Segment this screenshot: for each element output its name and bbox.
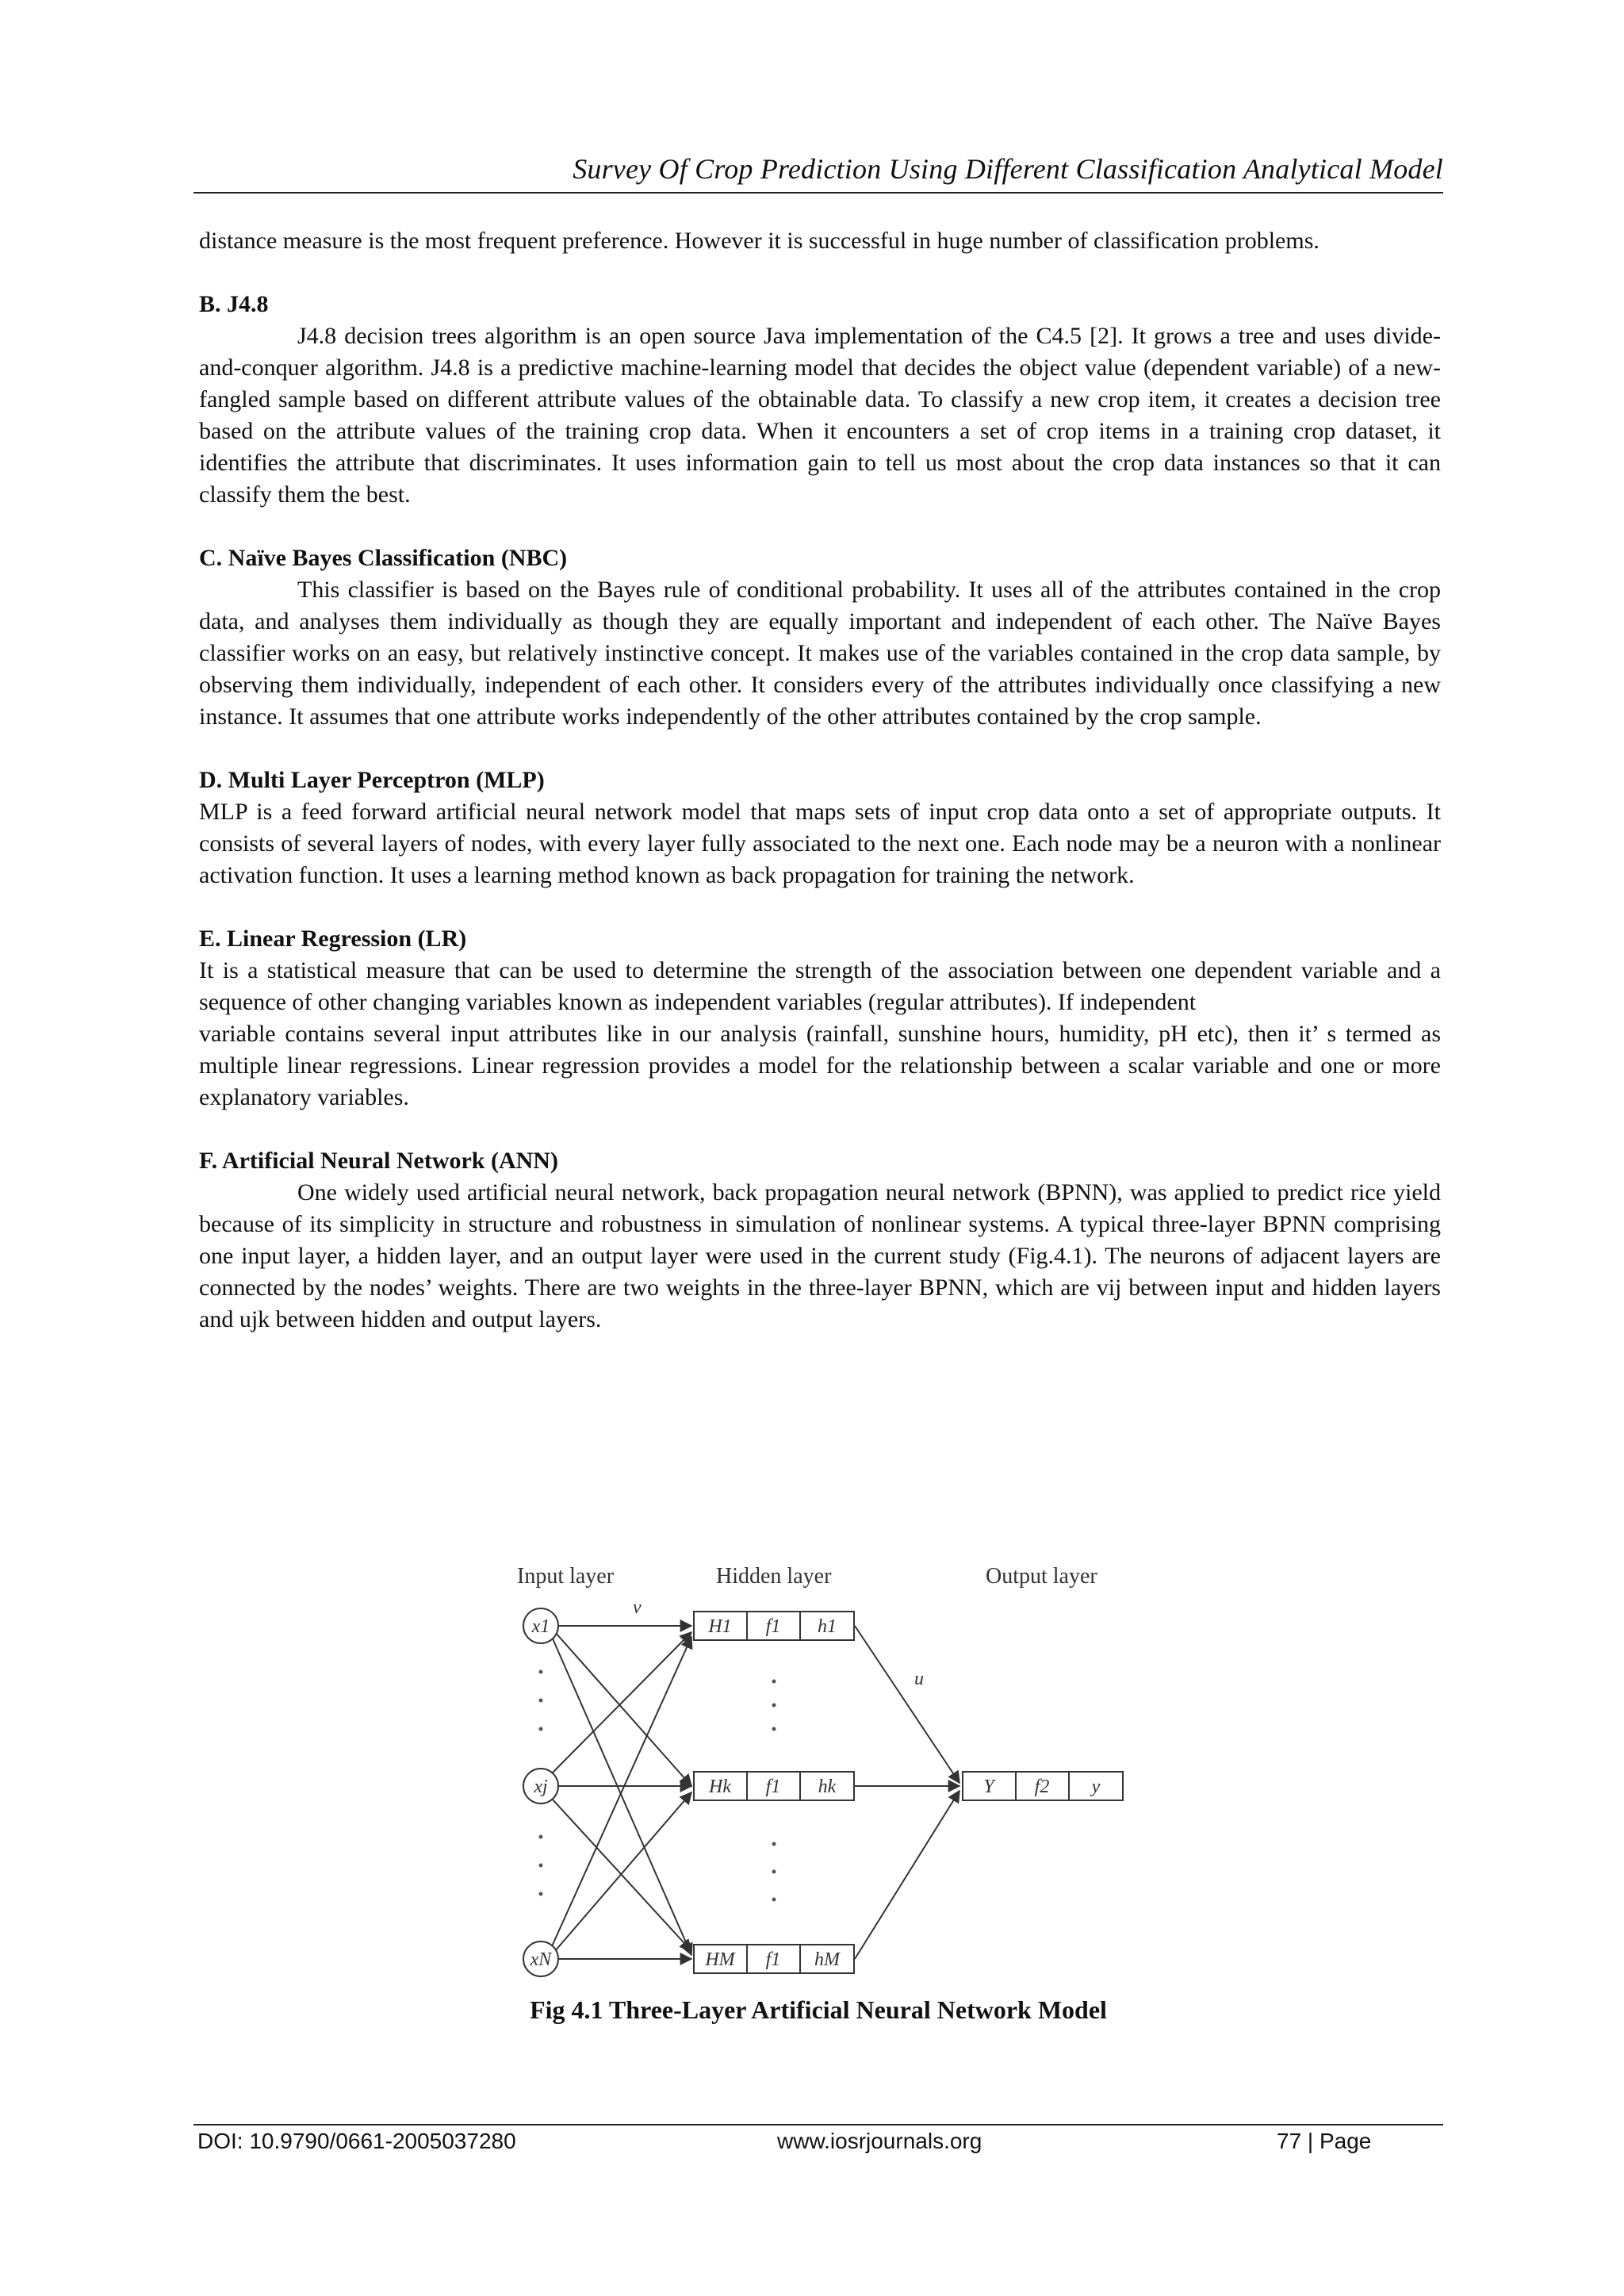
weight-v-label: v xyxy=(633,1597,642,1618)
weight-u-label: u xyxy=(914,1669,924,1689)
section-heading-ann: F. Artificial Neural Network (ANN) xyxy=(199,1148,558,1174)
hidden-layer-label: Hidden layer xyxy=(716,1564,832,1589)
input-layer-label: Input layer xyxy=(517,1564,615,1589)
intro-paragraph: distance measure is the most frequent preference. However it is successful in huge number of classification problems. xyxy=(199,228,1320,254)
hidden-node-m xyxy=(694,1945,854,1973)
ann-figure xyxy=(508,1539,1142,1999)
output-node xyxy=(963,1772,1123,1800)
svg-text:hk: hk xyxy=(818,1777,837,1797)
svg-text:f1: f1 xyxy=(765,1777,781,1797)
svg-text:xN: xN xyxy=(530,1949,552,1970)
section-heading-lr: E. Linear Regression (LR) xyxy=(199,926,467,952)
section-text-lr-2: variable contains several input attributes like in our analysis (rainfall, sunshine hours, humidity, pH etc), then it’ s termed as multiple linear regressions. Linear regression provides a model for the relationship between a scalar variable and one or more explanatory variables. xyxy=(199,1021,1441,1110)
figure-caption: Fig 4.1 Three-Layer Artificial Neural Network Model xyxy=(530,1995,1107,2024)
svg-text:hM: hM xyxy=(814,1949,840,1970)
section-text-lr-1: It is a statistical measure that can be used to determine the strength of the association between one dependent variable and a sequence of other changing variables known as independent variables (regular attributes). If independent xyxy=(199,957,1441,1015)
footer-rule xyxy=(193,2124,1443,2125)
svg-text:f2: f2 xyxy=(1034,1777,1050,1797)
section-text-mlp: MLP is a feed forward artificial neural network model that maps sets of input crop data onto a set of appropriate outputs. It consists of several layers of nodes, with every layer fully associated to the next one. Each node may be a neuron with a nonlinear activation function. It uses a learning method known as back propagation for training the network. xyxy=(199,799,1441,888)
edge-x1-hk xyxy=(555,1632,691,1786)
svg-text:f1: f1 xyxy=(765,1616,781,1637)
input-node-xj xyxy=(523,1769,558,1803)
edge-h1-y xyxy=(855,1626,959,1783)
svg-text:x1: x1 xyxy=(531,1616,550,1637)
edge-xj-hm xyxy=(552,1799,691,1951)
section-heading-j48: B. J4.8 xyxy=(199,291,269,317)
output-layer-label: Output layer xyxy=(986,1564,1097,1589)
edge-xn-hk xyxy=(555,1792,691,1951)
ann-diagram xyxy=(508,1539,1142,1999)
input-node-xn xyxy=(523,1941,558,1976)
svg-text:Y: Y xyxy=(983,1777,994,1797)
input-hidden-connections xyxy=(552,1626,691,1959)
section-heading-nbc: C. Naïve Bayes Classification (NBC) xyxy=(199,545,568,571)
svg-text:H1: H1 xyxy=(708,1616,732,1637)
section-text-ann: One widely used artificial neural network, back propagation neural network (BPNN), was applied to predict rice yield because of its simplicity in structure and robustness in simulation of nonlinear systems. A typical three-layer BPNN comprising one input layer, a hidden layer, and an output layer were used in the current study (Fig.4.1). The neurons of adjacent layers are connected by the nodes’ weights. There are two weights in the three-layer BPNN, which are vij between input and hidden layers and ujk between hidden and output layers. xyxy=(199,1179,1441,1332)
footer-page-number: 77 | Page xyxy=(1277,2129,1372,2153)
svg-text:HM: HM xyxy=(705,1949,735,1970)
hidden-output-connections xyxy=(855,1626,959,1959)
body-text xyxy=(199,225,1441,1336)
input-node-x1 xyxy=(523,1608,558,1643)
running-header-title: Survey Of Crop Prediction Using Different Classification Analytical Model xyxy=(573,153,1443,185)
section-text-j48: J4.8 decision trees algorithm is an open source Java implementation of the C4.5 [2]. It grows a tree and uses divide-and-conquer algorithm. J4.8 is a predictive machine-learning model that decides the object value (dependent variable) of a new-fangled sample based on different attribute values of the obtainable data. To classify a new crop item, it creates a decision tree based on the attribute values of the training crop data. When it encounters a set of crop items in a training crop dataset, it identifies the attribute that discriminates. It uses information gain to tell us most about the crop data instances so that it can classify them the best. xyxy=(199,323,1441,508)
section-text-nbc: This classifier is based on the Bayes rule of conditional probability. It uses all of the attributes contained in the crop data, and analyses them individually as though they are equally important and independent of each other. The Naïve Bayes classifier works on an easy, but relatively instinctive concept. It makes use of the variables contained in the crop data sample, by observing them individually, independent of each other. It considers every of the attributes individually once classifying a new instance. It assumes that one attribute works independently of the other attributes contained by the crop sample. xyxy=(199,577,1441,730)
svg-text:y: y xyxy=(1091,1777,1101,1797)
hidden-node-k xyxy=(694,1772,854,1800)
footer-website: www.iosrjournals.org xyxy=(777,2129,982,2153)
svg-text:h1: h1 xyxy=(818,1616,837,1637)
hidden-node-1 xyxy=(694,1612,854,1640)
svg-text:xj: xj xyxy=(534,1777,548,1797)
header-rule xyxy=(193,192,1443,194)
edge-hm-y xyxy=(855,1791,959,1959)
svg-text:Hk: Hk xyxy=(709,1777,731,1797)
footer-doi: DOI: 10.9790/0661-2005037280 xyxy=(197,2129,516,2153)
section-heading-mlp: D. Multi Layer Perceptron (MLP) xyxy=(199,767,545,793)
svg-text:f1: f1 xyxy=(765,1949,781,1970)
